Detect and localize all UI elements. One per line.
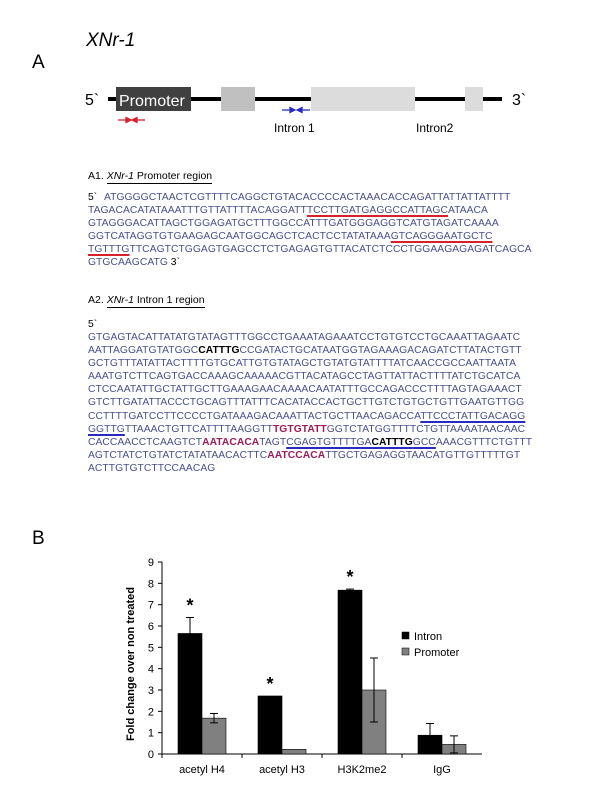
sequence-segment: GTCTTGATATTACCCTGCAGTTTATTTCACATACCACTGCTTGTCTGTGCTGTTGAATGTTGG: [88, 397, 525, 409]
sequence-line: [88, 357, 532, 370]
sequence-line: [88, 436, 532, 449]
sequence-segment: TTGCTGAGAGGTAACATGTTGTTTTTGT: [325, 449, 521, 461]
a2-caption-title: [107, 294, 205, 308]
highlighted-motif: TCCTTGATGAGGCCATTAGC: [306, 205, 448, 217]
a1-caption-rest: Promoter region: [136, 170, 213, 182]
forward-arrowhead-icon: [126, 118, 131, 123]
highlighted-motif: TTCCCTATTGACAGG: [420, 410, 526, 422]
x-category-label: acetyl H3: [259, 764, 305, 776]
highlighted-motif: TGTGTATT: [272, 423, 327, 435]
bar-promoter-acetyl-h4: [202, 718, 226, 754]
sequence-segment: CCTTTTGATCCTTCCCCTGATAAAGACAAATTACTGCTTAACAGACCA: [88, 410, 421, 422]
y-tick-label: 9: [147, 557, 154, 569]
three-prime-label: 3`: [512, 92, 527, 109]
x-category-label: acetyl H4: [179, 764, 225, 776]
sequence-segment: AATTAGGATGTATGGC: [88, 345, 199, 357]
sequence-line: [88, 396, 532, 409]
a1-promoter-sequence: [88, 191, 532, 270]
a2-start-label: 5`: [88, 319, 98, 330]
intron1-label: Intron 1: [274, 121, 315, 135]
a1-caption-title: [107, 170, 212, 184]
intron2-label: Intron2: [416, 121, 454, 135]
intron-primers: [282, 108, 310, 113]
sequence-segment: AAATGTCTTCAGTGACCAAAGCAAAAACGTTACATAGCCTAGTTATTACTTTTATCTGCATCA: [88, 371, 521, 383]
sequence-line: [88, 331, 532, 344]
y-tick-label: 3: [147, 685, 154, 697]
gene-title: XNr-1: [86, 30, 136, 51]
y-tick-label: 0: [147, 749, 154, 761]
sequence-line: [88, 230, 532, 243]
highlighted-motif: GGTTG: [88, 423, 125, 435]
reverse-arrowhead-icon: [297, 108, 302, 113]
sequence-segment: GGTCATAGGTGTGAAGAGCAATGGCAGCTCACTCCTATATAAA: [88, 231, 391, 243]
sequence-segment: TTCAGTCTGGAGTGAGCCTCTGAGAGTGTTACATCTCCCTGGAAGAGAGATCAGCA: [129, 244, 532, 256]
highlighted-motif: AATCCACA: [267, 449, 326, 461]
a2-intron-sequence: [88, 331, 532, 475]
sequence-line: [88, 423, 532, 436]
sequence-segment: CCGATACTGCATAATGGTAGAAAGACAGATCTTATACTGTT: [239, 345, 522, 357]
highlighted-motif: TGTTTG: [88, 244, 130, 256]
forward-arrowhead-icon: [290, 108, 295, 113]
fold-change-bar-chart: [0, 540, 600, 796]
sequence-segment: CTCCAATATTGCTATTGCTTGAAAGAACAAAACAATATTTGCCAGACCCTTTTAGTAGAAACT: [88, 384, 522, 396]
sequence-line: [88, 370, 532, 383]
y-tick-label: 1: [147, 727, 154, 740]
sequence-segment: TTAAACTGTTCATTTTAAGGTT: [124, 423, 273, 435]
panel-b-label: B: [32, 528, 45, 549]
sequence-segment: GTAGGGACATTAGCTGGAGATGCTTTGGCCATTTGATGGGAGGTCATGTAGATCAAAA: [88, 218, 499, 230]
a2-caption-rest: Intron 1 region: [136, 294, 205, 306]
sequence-segment: GCTGTTTATATTACTTTTGTGCATTGTGTATAGCTGTATGTATTTTATCAACCGCCAATTAATA: [88, 358, 516, 370]
sequence-segment: AGTCTATCTGTATCTATATAACACTTC: [88, 449, 268, 461]
a2-caption-prefix: A2.: [88, 294, 104, 306]
sequence-segment: CACCAACCTCAAGTCT: [88, 436, 203, 448]
x-category-label: IgG: [433, 764, 451, 776]
bar-intron-acetyl-h4: [178, 633, 202, 754]
y-tick-label: 8: [147, 578, 154, 591]
sequence-segment: ATAACA: [447, 205, 488, 217]
legend-swatch: [402, 632, 409, 639]
highlighted-motif: CATTTG: [198, 345, 240, 357]
y-tick-label: 6: [147, 621, 154, 633]
five-prime-label: 5`: [85, 92, 100, 109]
highlighted-motif: GCC: [412, 436, 436, 448]
sequence-line: [104, 191, 532, 204]
y-tick-label: 2: [147, 706, 154, 719]
sequence-segment: ATGGGGCTAACTCGTTTTCAGGCTGTACACCCCACTAAACACCAGATTATTATTATTTT: [104, 192, 511, 203]
reverse-arrowhead-icon: [132, 118, 137, 123]
legend-swatch: [402, 648, 409, 655]
significance-marker: *: [266, 673, 274, 694]
sequence-segment: GGTCTATGGTTTTCTGTTAAAATAACAAC: [326, 423, 526, 435]
exon-3: [465, 87, 483, 111]
sequence-segment: TAGACACATATAAATTTGTTATTTTACAGGATT: [88, 205, 307, 217]
sequence-segment: GTGAGTACATTATATGTATAGTTTGGCCTGAAATAGAAATCCTGTGTCCTGCAAATTAGAATC: [88, 332, 521, 343]
sequence-line: [88, 344, 532, 357]
sequence-line: [88, 449, 532, 462]
sequence-line: [88, 256, 532, 269]
x-category-label: H3K2me2: [337, 764, 387, 776]
gene-structure-diagram: [0, 78, 600, 138]
legend-label: Intron: [414, 631, 443, 643]
y-tick-label: 7: [147, 599, 154, 612]
sequence-line: [88, 204, 532, 217]
a1-caption-gene: XNr-1: [106, 170, 134, 182]
sequence-line: [88, 217, 532, 230]
significance-marker: *: [346, 567, 354, 588]
a1-caption: [88, 170, 212, 182]
y-tick-label: 4: [147, 663, 154, 676]
exon-1: [221, 87, 255, 111]
promoter-primers: [118, 118, 145, 123]
sequence-line: [88, 383, 532, 396]
a1-caption-prefix: A1.: [88, 170, 104, 182]
highlighted-motif: 3`: [170, 257, 181, 269]
significance-marker: *: [186, 595, 194, 616]
sequence-line: [88, 243, 532, 256]
highlighted-motif: GTCAGGGAATGCTC: [390, 231, 493, 243]
panel-a-label: A: [32, 52, 45, 73]
exon-2: [311, 87, 415, 111]
a2-caption-gene: XNr-1: [106, 294, 134, 306]
promoter-label: Promoter: [119, 93, 185, 110]
highlighted-motif: AATACACA: [202, 436, 260, 448]
a1-start-label: 5`: [88, 192, 98, 203]
sequence-segment: ACTTGTGTCTTCCAACAG: [88, 462, 216, 474]
sequence-line: [88, 462, 532, 475]
sequence-segment: AAACGTTTCTGTTT: [435, 436, 533, 448]
sequence-segment: TAGT: [259, 436, 287, 448]
highlighted-motif: CATTTG: [371, 436, 413, 448]
sequence-line: [88, 410, 532, 423]
bar-intron-h3k2me2: [338, 590, 362, 754]
highlighted-motif: CGAGTGTTTTGA: [286, 436, 372, 448]
bar-promoter-acetyl-h3: [282, 749, 306, 754]
y-tick-label: 5: [147, 642, 154, 655]
bar-intron-acetyl-h3: [258, 696, 282, 754]
legend-label: Promoter: [414, 647, 460, 659]
a2-caption: [88, 294, 205, 306]
sequence-segment: GTGCAAGCATG: [88, 257, 171, 269]
y-axis-label: Fold change over non treated: [125, 586, 137, 742]
